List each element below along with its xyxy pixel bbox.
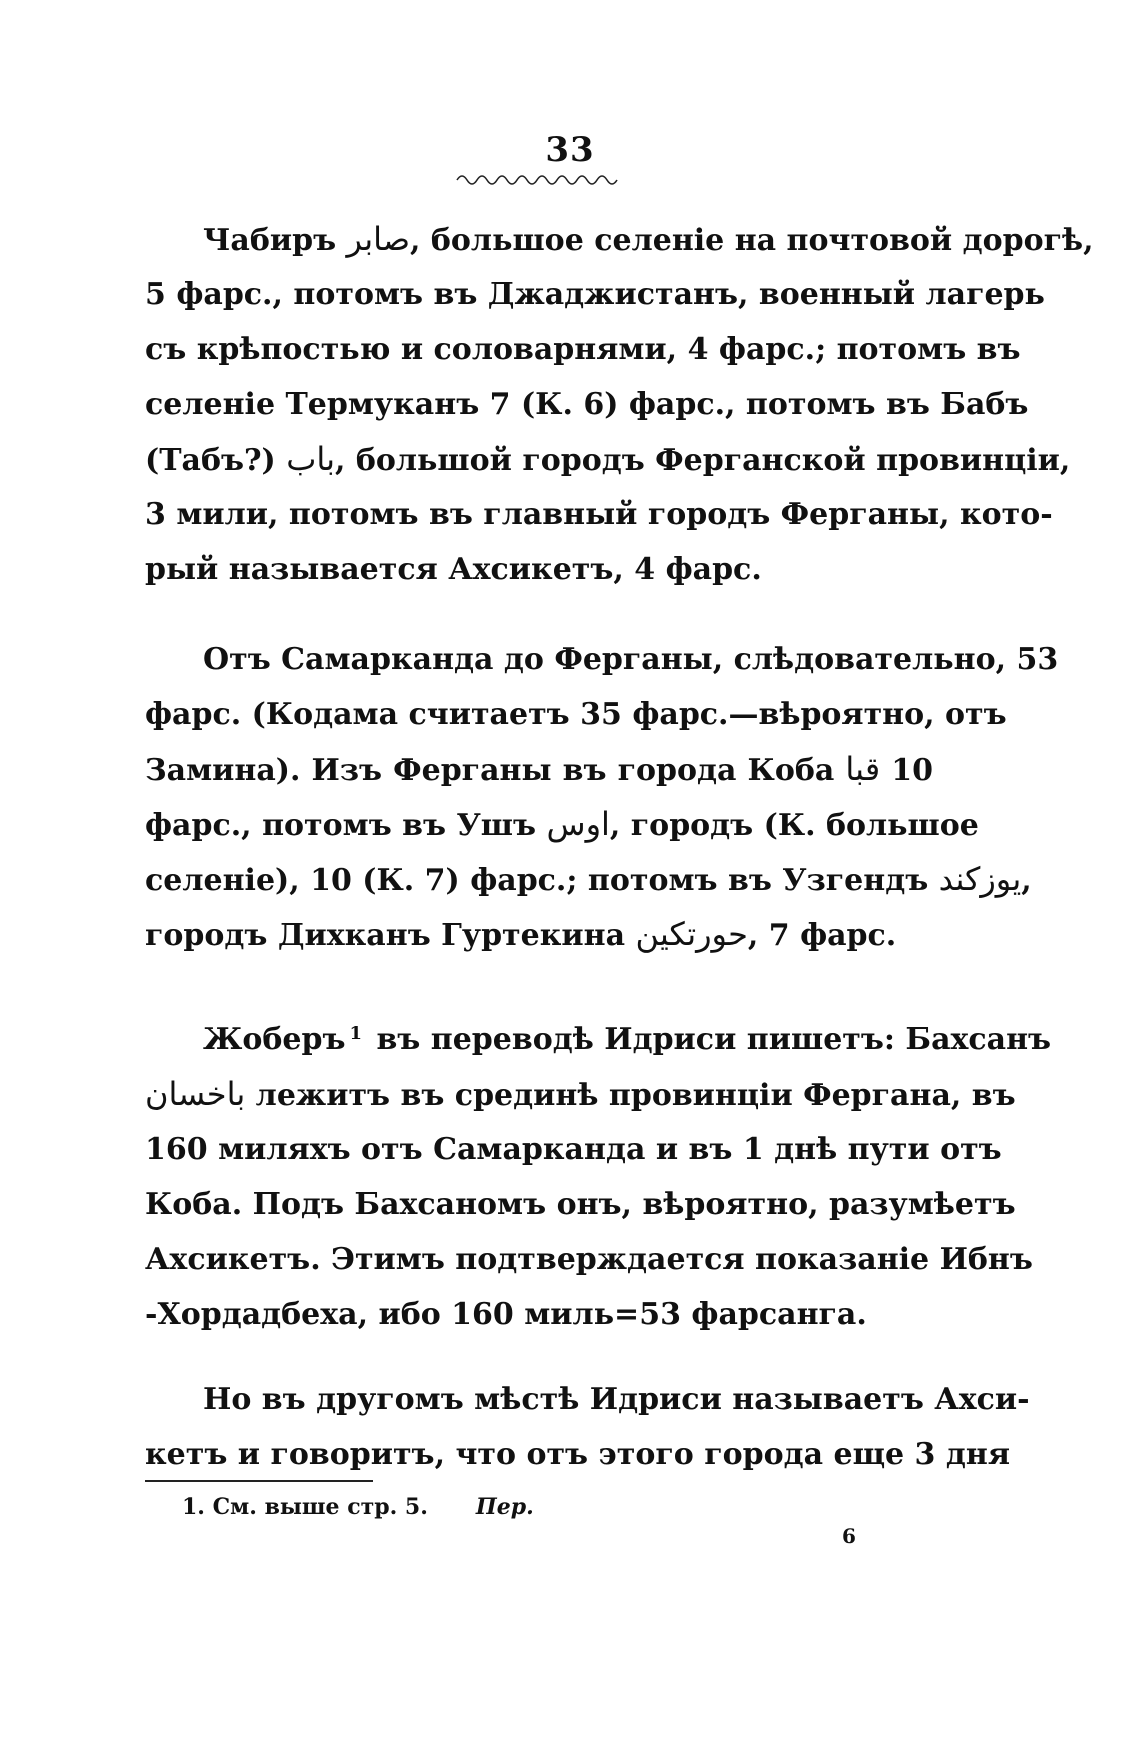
arabic-word: حورتكين (635, 915, 748, 953)
line-text: кетъ и говоритъ, что отъ этого города еще 3 дня (145, 1437, 1010, 1472)
arabic-word: صابر (346, 220, 411, 258)
text-line (145, 1012, 1052, 1067)
text-line (145, 1287, 933, 1342)
line-text: съ крѣпостью и соловарнями, 4 фарс.; потомъ въ (145, 332, 1021, 367)
footnote (182, 1494, 534, 1520)
line-text: рый называется Ахсикетъ, 4 фарс. (145, 552, 762, 587)
footnote-marker: 1 (349, 1023, 362, 1044)
line-text: -Хордадбеха, ибо 160 миль=53 фарсанга. (145, 1297, 867, 1332)
text-line (145, 322, 1021, 377)
line-text: , 7 фарс. (747, 918, 897, 953)
text-line (145, 687, 1007, 742)
text-line (145, 632, 1059, 687)
line-text: городъ Дихканъ Гуртекина (145, 918, 636, 953)
line-text: Чабиръ (203, 223, 347, 258)
line-text: въ переводѣ Идриси пишетъ: Бахсанъ (366, 1022, 1052, 1057)
paragraph-3 (145, 1012, 1052, 1342)
text-line (145, 377, 1029, 432)
line-text: , городъ (К. большое (609, 808, 979, 843)
text-line (145, 1177, 1016, 1232)
line-text: Ахсикетъ. Этимъ подтверждается показаніе Ибнъ (145, 1242, 1033, 1277)
line-text: , (1021, 863, 1032, 898)
text-line (145, 1372, 1030, 1427)
line-text: фарс. (Кодама считаетъ 35 фарс.—вѣроятно, отъ (145, 697, 1007, 732)
text-line (145, 907, 933, 962)
line-text: Коба. Подъ Бахсаномъ онъ, вѣроятно, разумѣетъ (145, 1187, 1016, 1222)
text-line (145, 1427, 1010, 1482)
arabic-word: باخسان (145, 1075, 246, 1113)
text-line (145, 1122, 1002, 1177)
paragraph-1 (145, 212, 1094, 597)
wavy-ornament (455, 172, 620, 186)
arabic-word: اوس (546, 805, 610, 843)
paragraph-4 (145, 1372, 1030, 1482)
footnote-translator-note: Пер. (475, 1494, 534, 1520)
paragraph-2 (145, 632, 1059, 962)
text-line (145, 852, 1032, 907)
text-line (145, 797, 979, 852)
line-text: 10 (880, 753, 933, 788)
footnote-rule (145, 1480, 373, 1482)
line-text: селеніе), 10 (К. 7) фарс.; потомъ въ Узгендъ (145, 863, 939, 898)
line-text: 160 миляхъ отъ Самарканда и въ 1 днѣ пути отъ (145, 1132, 1002, 1167)
footnote-text: 1. См. выше стр. 5. (182, 1494, 428, 1520)
line-text: фарс., потомъ въ Ушъ (145, 808, 547, 843)
line-text: Жоберъ (203, 1022, 346, 1057)
line-text: Отъ Самарканда до Ферганы, слѣдовательно, 53 (203, 642, 1059, 677)
arabic-word: قبا (845, 750, 881, 788)
line-text: Замина). Изъ Ферганы въ города Коба (145, 753, 846, 788)
arabic-word: يوزكند (938, 860, 1022, 898)
line-text: 3 мили, потомъ въ главный городъ Ферганы, кото- (145, 497, 1053, 532)
arabic-word: باب (286, 440, 335, 478)
page-number: 33 (545, 130, 595, 170)
line-text: 5 фарс., потомъ въ Джаджистанъ, военный лагерь (145, 277, 1045, 312)
text-line (145, 432, 1071, 487)
line-text: лежитъ въ срединѣ провинціи Фергана, въ (245, 1078, 1016, 1113)
line-text: селеніе Термуканъ 7 (К. 6) фарс., потомъ въ Бабъ (145, 387, 1029, 422)
text-line (145, 1067, 1016, 1122)
text-line (145, 487, 1053, 542)
text-line (145, 742, 933, 797)
line-text: Но въ другомъ мѣстѣ Идриси называетъ Ахси- (203, 1382, 1030, 1417)
line-text: , большой городъ Ферганской провинціи, (334, 443, 1071, 478)
text-line (145, 542, 933, 597)
text-line (145, 1232, 1033, 1287)
text-line (145, 212, 1094, 267)
line-text: , большое селеніе на почтовой дорогѣ, (410, 223, 1094, 258)
line-text: (Табъ?) (145, 443, 287, 478)
printer-signature-mark: 6 (842, 1524, 856, 1548)
text-line (145, 267, 1045, 322)
